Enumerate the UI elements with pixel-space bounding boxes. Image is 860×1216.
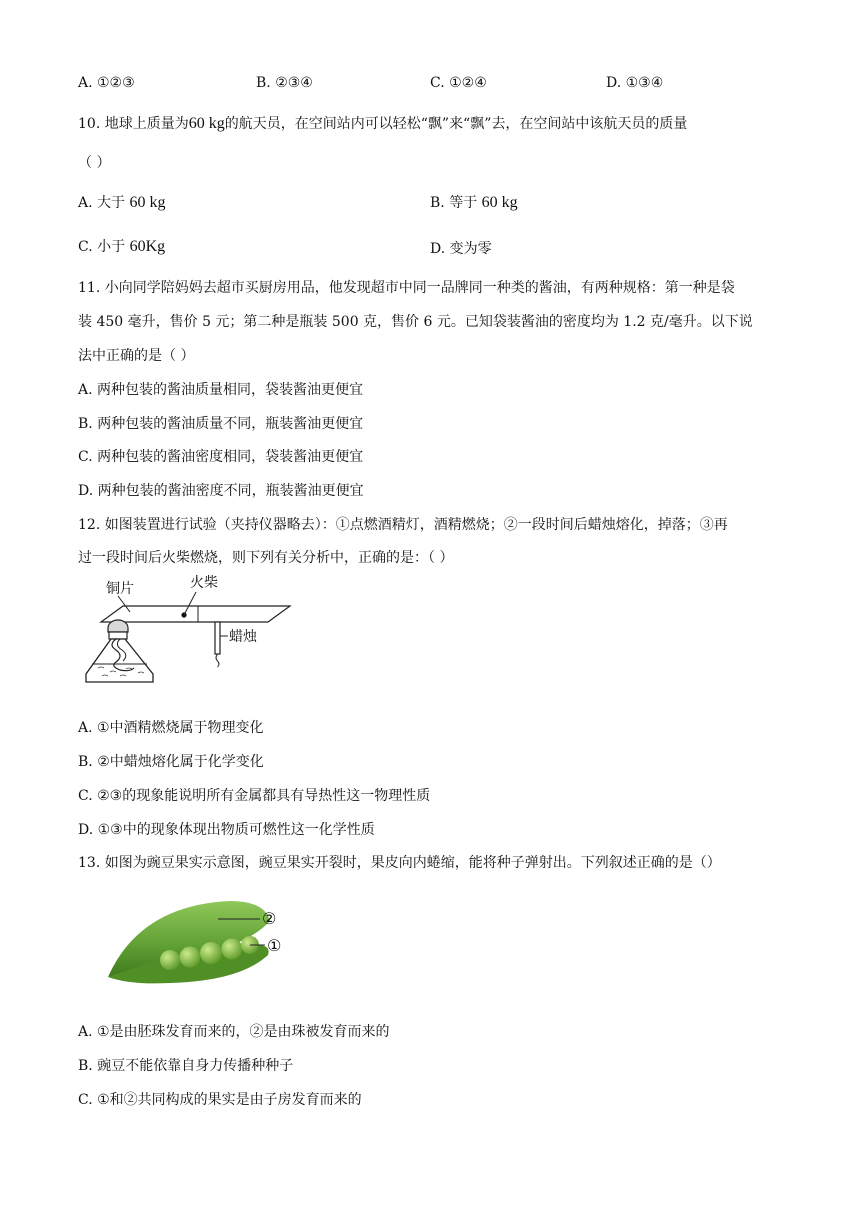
q9-option-d: D. ①③④ (606, 75, 664, 91)
q11-option-d: D. 两种包装的酱油密度不同，瓶装酱油更便宜 (78, 483, 364, 499)
q10-option-c (78, 236, 165, 256)
q10-stem (78, 113, 687, 133)
q10-option-d: D. 变为零 (430, 241, 492, 257)
lamp-body (86, 639, 153, 682)
copper-plate-shape (101, 606, 290, 622)
q11-stem-line2: 装 450 毫升，售价 5 元；第二种是瓶装 500 克，售价 6 元。已知袋装酱油的密度均为 1.2 克/毫升。以下说 (78, 314, 753, 330)
lamp-cap (108, 620, 128, 632)
pea-3 (200, 942, 222, 964)
q10-option-b-label: B. 等于 (430, 195, 478, 211)
q12-option-b: B. ②中蜡烛熔化属于化学变化 (78, 754, 264, 770)
label-two: ② (262, 909, 277, 928)
q11-option-c: C. 两种包装的酱油密度相同，袋装酱油更便宜 (78, 449, 364, 465)
q10-option-c-label: C. 小于 (78, 239, 126, 255)
q10-stem-pre: 10. 地球上质量为 (78, 116, 189, 132)
q13-option-a: A. ①是由胚珠发育而来的，②是由珠被发育而来的 (78, 1024, 390, 1040)
label-candle: 蜡烛 (229, 629, 257, 645)
q9-option-b: B. ②③④ (256, 75, 313, 91)
q10-option-a-value: 60 kg (129, 194, 166, 211)
q12-option-c: C. ②③的现象能说明所有金属都具有导热性这一物理性质 (78, 788, 431, 804)
pea-4 (222, 939, 243, 960)
q13-option-b: B. 豌豆不能依靠自身力传播种种子 (78, 1058, 294, 1074)
q10-stem-post: 的航天员，在空间站内可以轻松“飘”来“飘”去，在空间站中该航天员的质量 (224, 116, 688, 132)
pea-2 (180, 947, 201, 968)
q10-option-a-label: A. 大于 (78, 195, 126, 211)
q12-apparatus-figure (78, 572, 303, 710)
q11-stem-line1: 11. 小向同学陪妈妈去超市买厨房用品，他发现超市中同一品牌同一种类的酱油，有两种规格：第一种是袋 (78, 280, 735, 296)
q12-option-a: A. ①中酒精燃烧属于物理变化 (78, 720, 264, 736)
q10-option-a (78, 192, 165, 212)
q13-pea-figure (100, 895, 300, 990)
q9-option-a: A. ①②③ (78, 75, 135, 91)
q10-mass: 60 kg (188, 115, 225, 132)
q11-stem-line3: 法中正确的是（ ） (78, 348, 195, 364)
q12-stem-line2: 过一段时间后火柴燃烧，则下列有关分析中，正确的是：（ ） (78, 550, 454, 566)
q10-option-c-value: 60Kg (129, 238, 166, 255)
label-copper: 铜片 (106, 581, 134, 597)
q11-option-a: A. 两种包装的酱油质量相同，袋装酱油更便宜 (78, 382, 364, 398)
q12-option-d: D. ①③中的现象体现出物质可燃性这一化学性质 (78, 822, 375, 838)
q10-paren: （ ） (78, 155, 111, 171)
q9-option-c: C. ①②④ (430, 75, 487, 91)
q13-stem-line1: 13. 如图为豌豆果实示意图，豌豆果实开裂时，果皮向内蜷缩，能将种子弹射出。下列叙述正确的是（） (78, 855, 721, 871)
pea-1 (160, 950, 180, 970)
q10-option-b (430, 192, 518, 212)
q11-option-b: B. 两种包装的酱油质量不同，瓶装酱油更便宜 (78, 416, 364, 432)
q12-stem-line1: 12. 如图装置进行试验（夹持仪器略去）：①点燃酒精灯，酒精燃烧；②一段时间后蜡烛熔化，掉落；③再 (78, 517, 728, 533)
q13-option-c: C. ①和②共同构成的果实是由子房发育而来的 (78, 1092, 362, 1108)
candle-shape (215, 622, 220, 654)
label-match: 火柴 (190, 575, 218, 591)
label-one: ① (267, 936, 282, 955)
q10-option-b-value: 60 kg (481, 194, 518, 211)
